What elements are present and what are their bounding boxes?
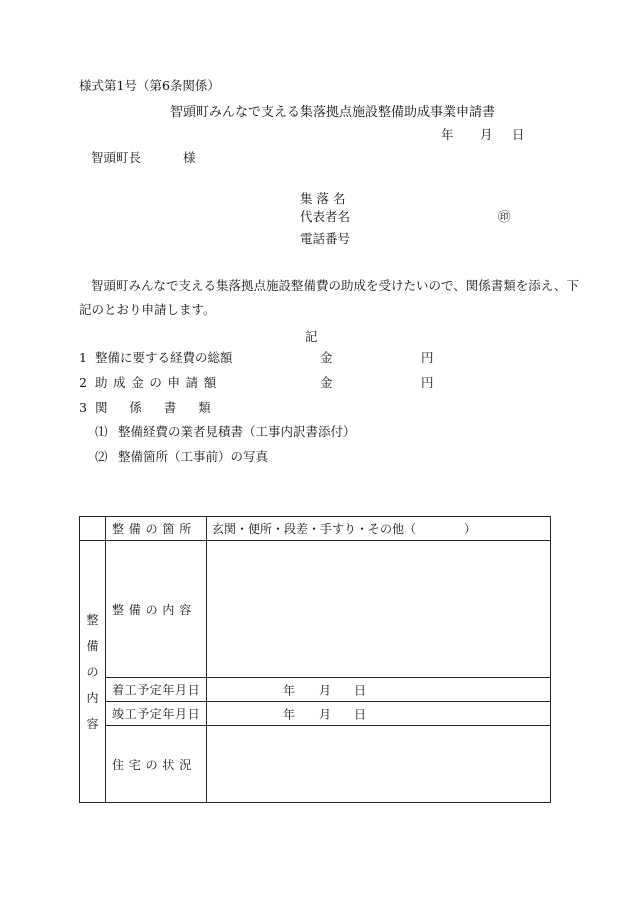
village-name-label: 集 落 名 — [300, 191, 346, 206]
end-month: 月 — [319, 707, 332, 721]
end-day: 日 — [354, 707, 367, 721]
start-date-value[interactable] — [207, 678, 551, 702]
end-year: 年 — [283, 707, 296, 721]
item-1-kin: 金 — [320, 350, 333, 365]
end-date-value[interactable] — [207, 702, 551, 726]
start-year: 年 — [283, 683, 296, 697]
doc-1-text: 整備経費の業者見積書（工事内訳書添付） — [118, 424, 356, 439]
side-char: の — [86, 664, 99, 679]
document-title: 智頭町みんなで支える集落拠点施設整備助成事業申請書 — [170, 105, 496, 120]
item-1-label: 整備に要する経費の総額 — [95, 350, 233, 365]
doc-2-number: ⑵ — [95, 449, 108, 464]
item-1-yen: 円 — [421, 350, 434, 365]
doc-1-number: ⑴ — [95, 424, 108, 439]
item-2-kin: 金 — [320, 375, 333, 390]
side-char: 備 — [86, 638, 99, 653]
house-status-value[interactable] — [207, 726, 551, 803]
item-1-number: 1 — [79, 350, 87, 365]
side-char: 容 — [86, 716, 99, 731]
end-date-label: 竣工予定年月日 — [106, 702, 207, 726]
content-label: 整備の内容 — [106, 541, 207, 678]
content-value[interactable] — [207, 541, 551, 678]
addressee: 智頭町長 — [91, 150, 142, 165]
side-char: 整 — [86, 612, 99, 627]
start-day: 日 — [354, 683, 367, 697]
item-2-label: 助成金の申請額 — [95, 375, 222, 390]
doc-2-text: 整備箇所（工事前）の写真 — [118, 449, 269, 464]
body-line-2: 記のとおり申請します。 — [79, 302, 216, 317]
location-label: 整備の箇所 — [106, 517, 207, 541]
date-day: 日 — [512, 127, 525, 142]
start-month: 月 — [319, 683, 332, 697]
seal-mark: ㊞ — [498, 209, 511, 224]
form-number: 様式第1号（第6条関係） — [79, 78, 220, 93]
honorific: 様 — [183, 150, 196, 165]
item-3-label: 関係書類 — [95, 400, 233, 415]
side-label — [80, 541, 106, 803]
date-year: 年 — [441, 127, 454, 142]
house-status-label: 住宅の状況 — [106, 726, 207, 803]
phone-label: 電話番号 — [300, 231, 351, 246]
representative-label: 代表者名 — [300, 209, 351, 224]
item-2-number: 2 — [79, 375, 87, 390]
ki-heading: 記 — [305, 329, 318, 344]
maintenance-table — [79, 516, 551, 803]
corner-cell — [80, 517, 106, 541]
start-date-label: 着工予定年月日 — [106, 678, 207, 702]
item-2-yen: 円 — [421, 375, 434, 390]
location-value[interactable]: 玄関・便所・段差・手すり・その他（ ） — [207, 517, 551, 541]
item-3-number: 3 — [79, 400, 87, 415]
body-line-1: 智頭町みんなで支える集落拠点施設整備費の助成を受けたいので、関係書類を添え、下 — [91, 278, 580, 293]
date-month: 月 — [480, 127, 493, 142]
side-char: 内 — [86, 690, 99, 705]
